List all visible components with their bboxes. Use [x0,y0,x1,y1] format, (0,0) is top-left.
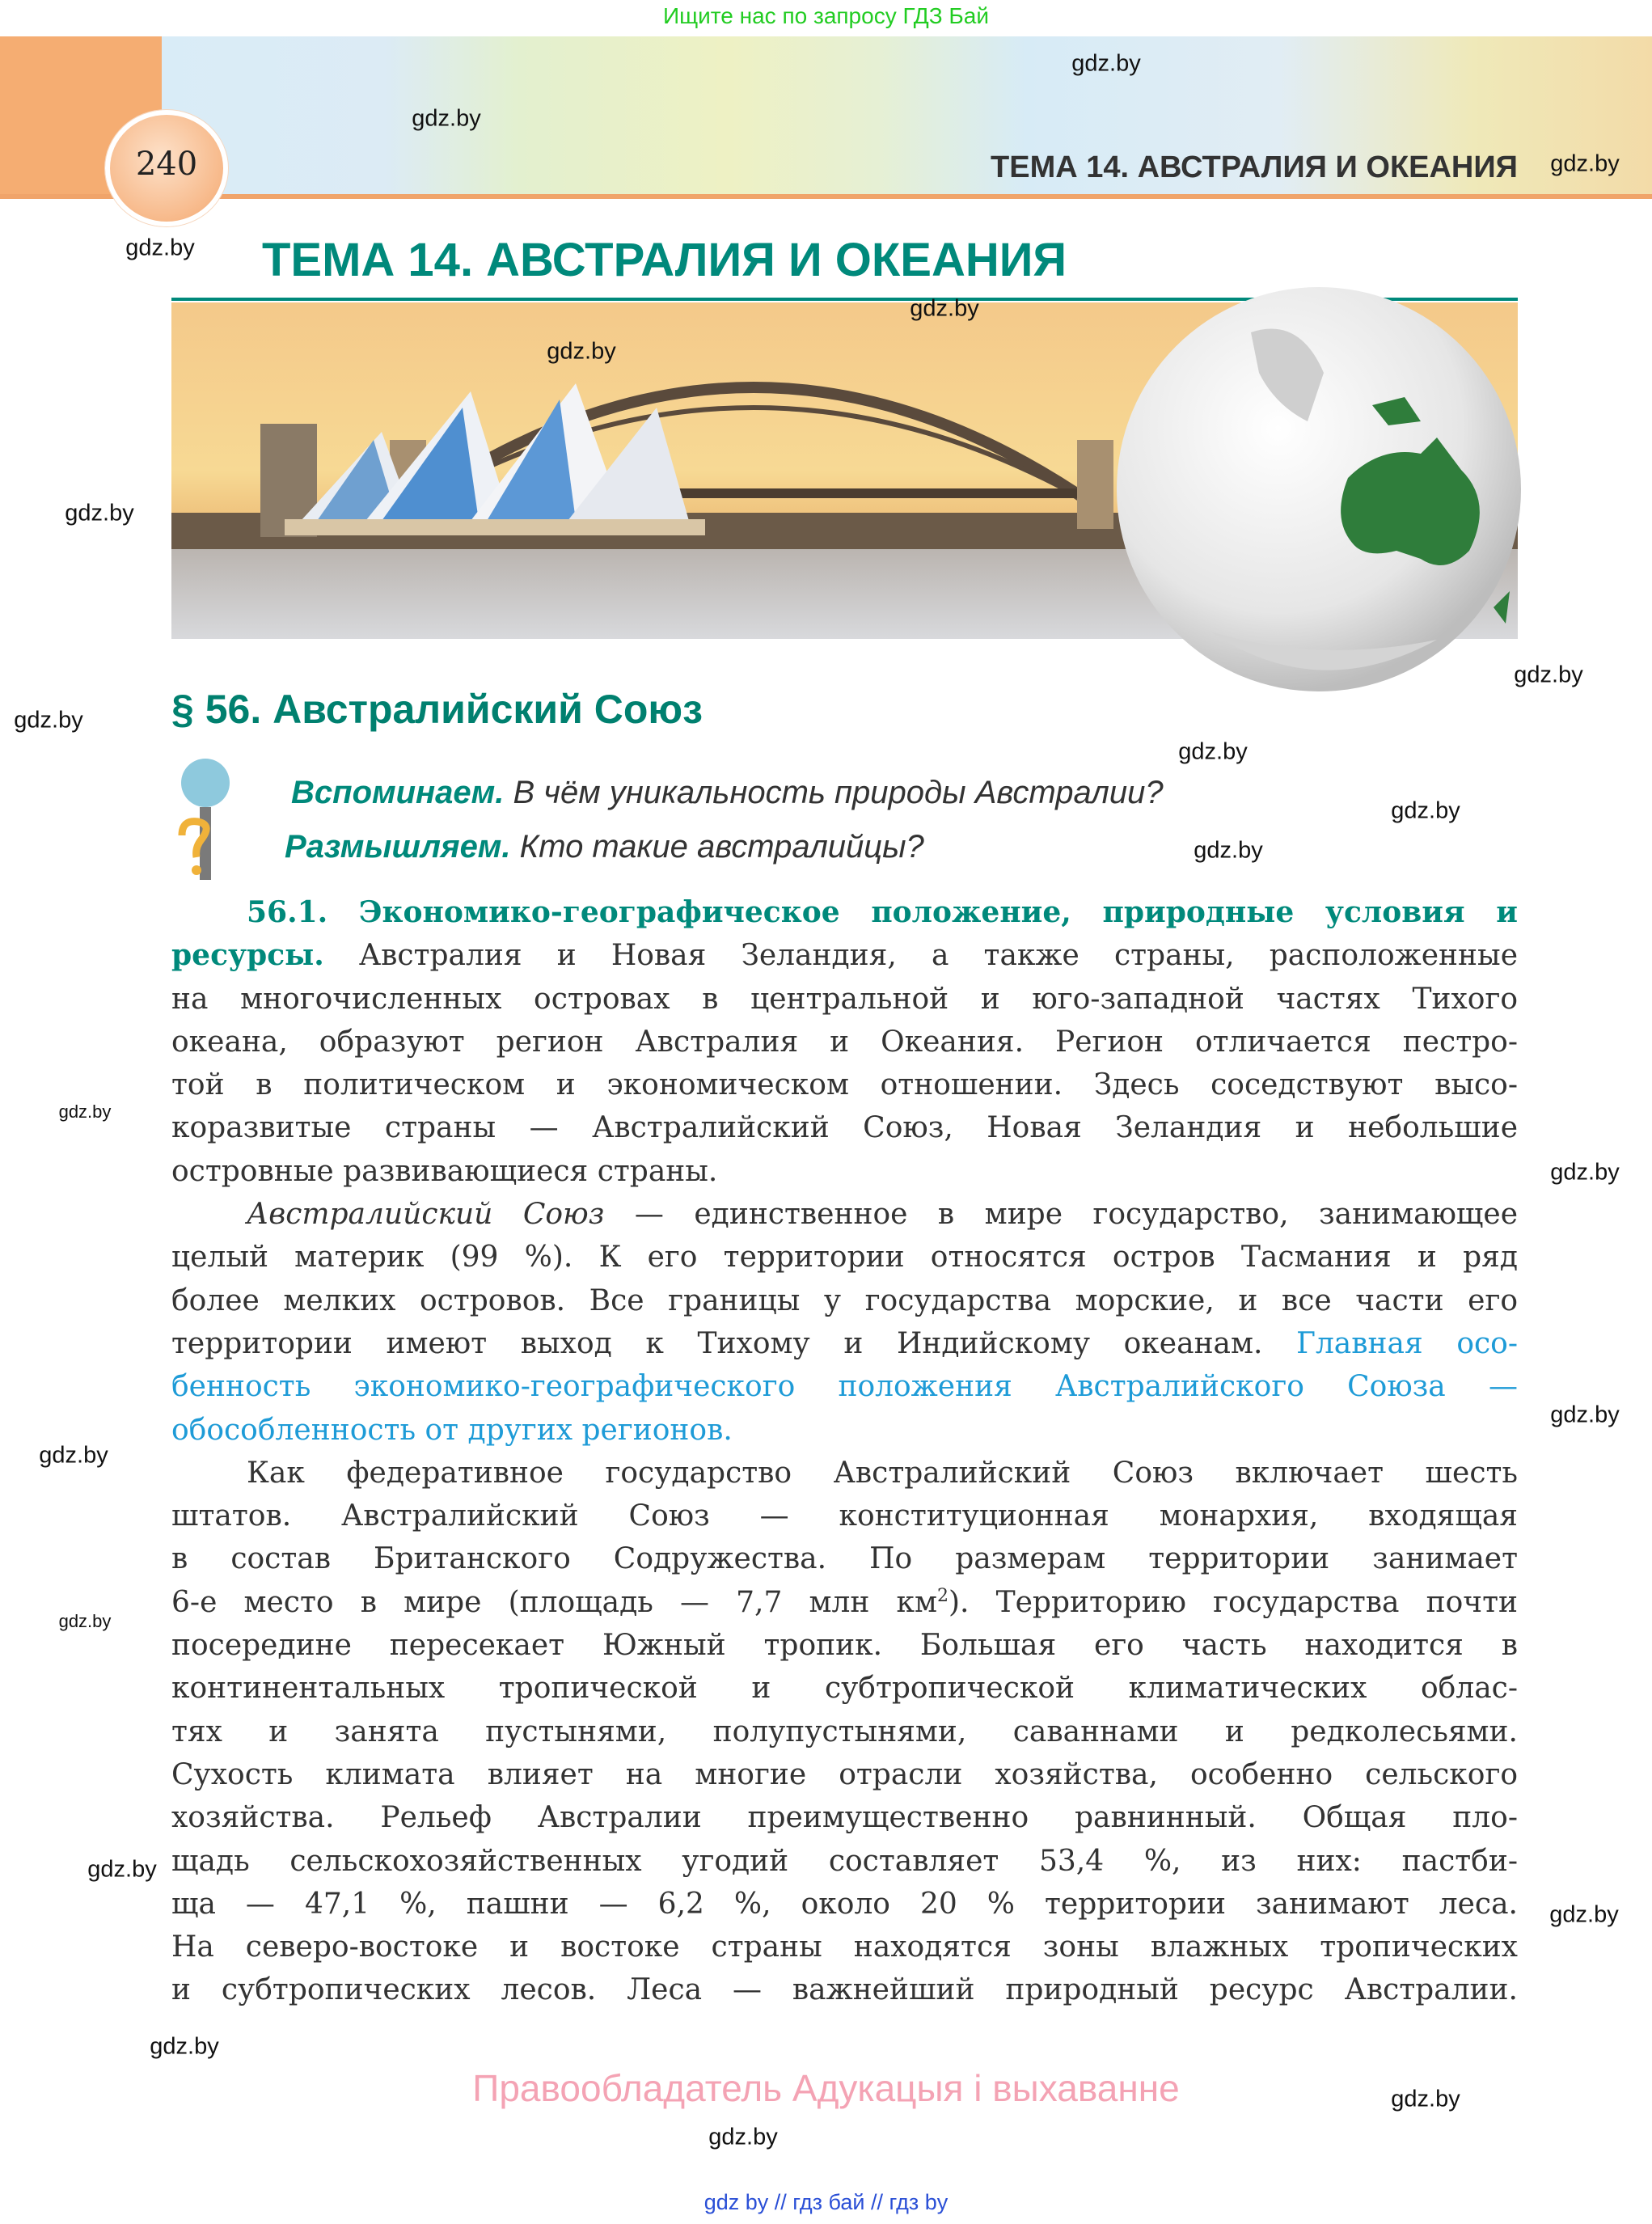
text-line [171,1495,1518,1537]
text-segment: хозяйства. Рельеф Австралии преимущественно равнинный. Общая пло- [171,1801,1518,1835]
subsection-heading: 56.1. Экономико-географическое положение, природные условия и [247,895,1518,929]
watermark: gdz.by [1178,738,1248,765]
key-idea-highlight: обособленность от других регионов. [171,1413,733,1447]
text-line [171,934,1518,977]
text-line [171,1667,1518,1710]
text-segment: и субтропических лесов. Леса — важнейший природный ресурс Австралии. [171,1973,1518,2007]
text-segment: — единственное в мире государство, занимающее [604,1198,1518,1232]
text-line [171,1581,1518,1624]
text-segment: более мелких островов. Все границы у государства морские, и все части его [171,1283,1518,1317]
text-segment: островные развивающиеся страны. [171,1154,718,1188]
promo-banner-text: Ищите нас по запросу ГДЗ Бай [662,3,990,28]
thinking-person-icon [167,759,244,888]
text-segment: на многочисленных островах в центральной и юго-западной частях Тихого [171,982,1518,1016]
text-line [171,1150,1518,1193]
text-line [171,1106,1518,1149]
text-line [171,1624,1518,1667]
chapter-title: ТЕМА 14. АВСТРАЛИЯ И ОКЕАНИЯ [262,234,1067,286]
question-recall-label: Вспоминаем. [291,775,505,810]
watermark: gdz.by [125,235,195,261]
globe-australia-image [1113,284,1524,695]
text-line [171,1926,1518,1968]
body-text [171,891,1518,2012]
text-segment: океана, образуют регион Австралия и Океания. Регион отличается пестро- [171,1025,1518,1059]
watermark: gdz.by [1391,797,1460,824]
text-segment: ща — 47,1 %, пашни — 6,2 %, около 20 % территории занимают леса. [171,1887,1518,1921]
text-line [171,1365,1518,1408]
watermark: gdz.by [1550,150,1620,177]
text-line [171,1753,1518,1796]
text-segment: Как федеративное государство Австралийский Союз включает шесть [247,1456,1518,1490]
watermark: gdz.by [58,1611,112,1631]
running-header-title: ТЕМА 14. АВСТРАЛИЯ И ОКЕАНИЯ [991,150,1518,184]
key-idea-highlight: Главная осо- [1262,1326,1519,1360]
key-idea-highlight: бенность экономико-географического положения Австралийского Союза — [171,1370,1518,1404]
text-segment: 2 [937,1585,949,1606]
text-segment: ). Территорию государства почти [949,1585,1518,1619]
text-segment: Австралия и Новая Зеландия, а также страны, расположенные [323,939,1518,973]
watermark: gdz.by [1549,1901,1619,1928]
text-segment: штатов. Австралийский Союз — конституционная монархия, входящая [171,1499,1518,1533]
watermark: gdz.by [150,2033,219,2060]
text-line [171,1796,1518,1839]
text-line [171,1063,1518,1106]
text-line [171,1279,1518,1322]
footer-links[interactable]: gdz by // гдз бай // гдз by [703,2190,949,2214]
text-line [171,1537,1518,1580]
question-reflect-label: Размышляем. [285,829,511,865]
section-title: § 56. Австралийский Союз [171,687,703,732]
question-reflect [285,829,924,865]
text-segment: посередине пересекает Южный тропик. Большая его часть находится в [171,1629,1518,1663]
copyright-notice: Правообладатель Адукацыя і выхаванне [472,2067,1180,2109]
watermark: gdz.by [58,1101,112,1122]
watermark: gdz.by [1194,837,1263,864]
text-segment: На северо-востоке и востоке страны находятся зоны влажных тропических [171,1930,1518,1964]
watermark: gdz.by [547,338,616,365]
text-segment: щадь сельскохозяйственных угодий составляет 53,4 %, из них: пастби- [171,1844,1518,1878]
watermark: gdz.by [1550,1402,1620,1428]
page-number: 240 [135,146,198,183]
text-line [171,1322,1518,1365]
watermark: gdz.by [412,105,481,132]
text-line [171,1968,1518,2011]
watermark: gdz.by [65,500,134,526]
text-line [171,1409,1518,1452]
text-line [171,1236,1518,1279]
text-segment: коразвитые страны — Австралийский Союз, Новая Зеландия и небольшие [171,1111,1518,1145]
text-segment: Сухость климата влияет на многие отрасли хозяйства, особенно сельского [171,1757,1518,1791]
text-segment: территории имеют выход к Тихому и Индийскому океанам. [171,1326,1263,1360]
text-line [171,1021,1518,1063]
text-segment: той в политическом и экономическом отношении. Здесь соседствуют высо- [171,1068,1518,1102]
text-line [171,1710,1518,1753]
subsection-heading: ресурсы. [171,938,324,973]
text-line [171,891,1518,934]
text-line [171,978,1518,1021]
text-segment: 6-е место в мире (площадь — 7,7 млн км [171,1585,937,1619]
watermark: gdz.by [1550,1159,1620,1186]
watermark: gdz.by [708,2124,778,2150]
question-reflect-text: Кто такие австралийцы? [510,829,924,865]
header-divider [0,194,1652,199]
watermark: gdz.by [39,1442,108,1469]
text-line [171,1452,1518,1495]
watermark: gdz.by [910,295,979,322]
text-line [171,1193,1518,1236]
watermark: gdz.by [1514,662,1583,688]
text-segment: в состав Британского Содружества. По размерам территории занимает [171,1542,1518,1576]
watermark: gdz.by [1071,50,1141,77]
text-segment: континентальных тропической и субтропической климатических облас- [171,1672,1518,1706]
watermark: gdz.by [14,707,83,734]
question-recall-text: В чём уникальность природы Австралии? [504,775,1164,810]
watermark: gdz.by [1391,2086,1460,2112]
text-line [171,1883,1518,1926]
text-segment: тях и занята пустынями, полупустынями, саваннами и редколесьями. [171,1715,1518,1748]
watermark: gdz.by [87,1856,157,1883]
text-segment: целый материк (99 %). К его территории относятся остров Тасмания и ряд [171,1241,1518,1275]
question-recall [291,775,1164,811]
term-italic: Австралийский Союз [247,1198,605,1232]
text-line [171,1840,1518,1883]
